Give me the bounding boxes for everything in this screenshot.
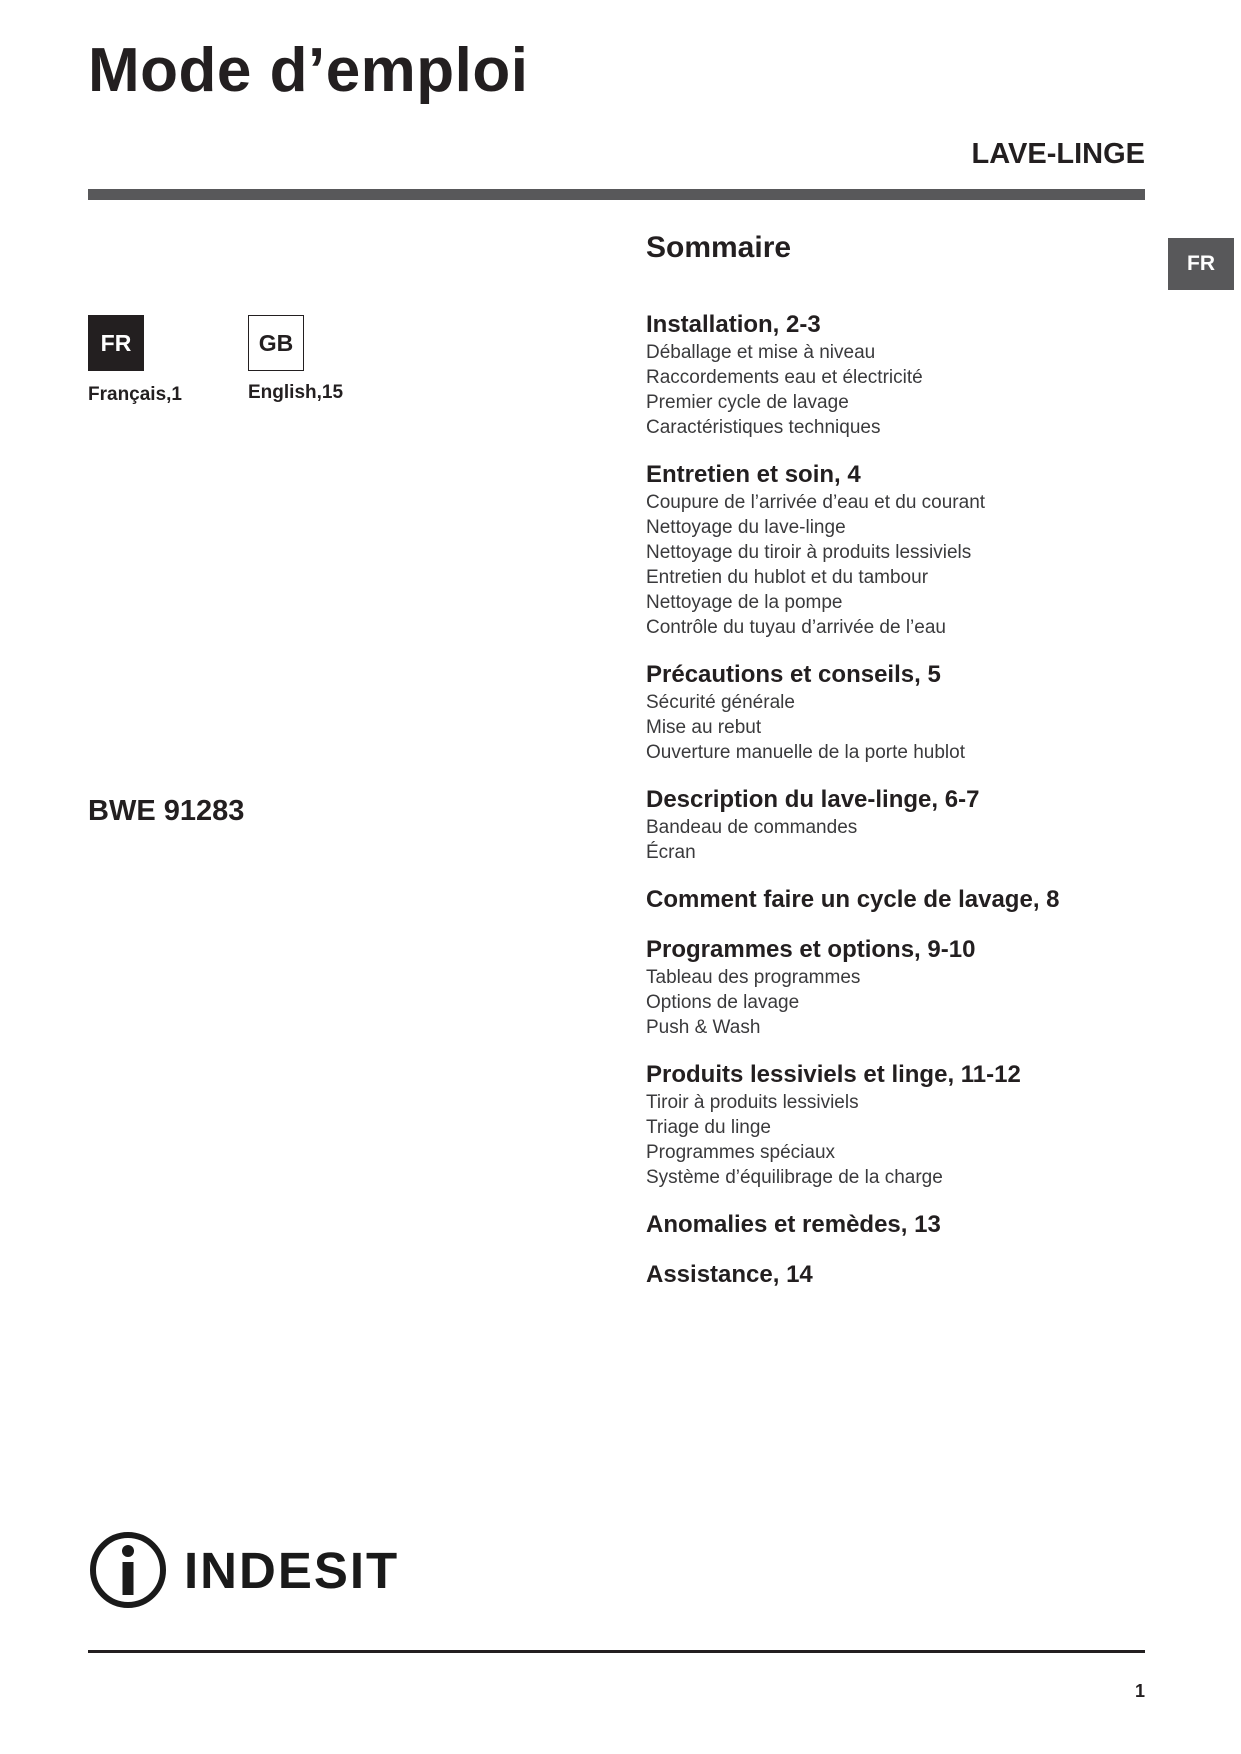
toc-item[interactable]: Ouverture manuelle de la porte hublot bbox=[646, 742, 965, 763]
language-box-gb[interactable]: GB bbox=[248, 315, 304, 371]
table-of-contents bbox=[646, 310, 1166, 1310]
toc-title: Sommaire bbox=[646, 231, 792, 264]
toc-item[interactable]: Mise au rebut bbox=[646, 717, 762, 738]
model-number: BWE 91283 bbox=[88, 795, 245, 827]
toc-item[interactable]: Déballage et mise à niveau bbox=[646, 342, 876, 363]
toc-section-heading[interactable]: Anomalies et remèdes, 13 bbox=[646, 1211, 941, 1238]
header-divider-bar bbox=[88, 189, 1145, 200]
page-number: 1 bbox=[1134, 1681, 1145, 1701]
toc-item[interactable]: Push & Wash bbox=[646, 1017, 761, 1038]
toc-section bbox=[646, 1210, 1166, 1240]
toc-section bbox=[646, 935, 1166, 1040]
toc-section-heading[interactable]: Assistance, 14 bbox=[646, 1261, 813, 1288]
toc-item[interactable]: Sécurité générale bbox=[646, 692, 795, 713]
toc-item[interactable]: Nettoyage du lave-linge bbox=[646, 517, 846, 538]
toc-section-heading[interactable]: Installation, 2-3 bbox=[646, 311, 821, 338]
toc-section bbox=[646, 460, 1166, 640]
toc-section bbox=[646, 785, 1166, 865]
toc-item[interactable]: Coupure de l’arrivée d’eau et du courant bbox=[646, 492, 986, 513]
language-caption-fr: Français,1 bbox=[88, 384, 182, 405]
toc-item[interactable]: Tiroir à produits lessiviels bbox=[646, 1092, 859, 1113]
brand-wordmark: INDESIT bbox=[184, 1542, 400, 1599]
language-box-fr[interactable]: FR bbox=[88, 315, 144, 371]
toc-item[interactable]: Raccordements eau et électricité bbox=[646, 367, 923, 388]
toc-section-heading[interactable]: Produits lessiviels et linge, 11-12 bbox=[646, 1061, 1021, 1088]
toc-section-heading[interactable]: Programmes et options, 9-10 bbox=[646, 936, 976, 963]
toc-item[interactable]: Premier cycle de lavage bbox=[646, 392, 849, 413]
toc-item[interactable]: Programmes spéciaux bbox=[646, 1142, 836, 1163]
toc-section bbox=[646, 1060, 1166, 1190]
toc-item[interactable]: Tableau des programmes bbox=[646, 967, 861, 988]
toc-item[interactable]: Bandeau de commandes bbox=[646, 817, 858, 838]
toc-section bbox=[646, 1260, 1166, 1290]
toc-item[interactable]: Écran bbox=[646, 842, 696, 863]
page-title: Mode d’emploi bbox=[88, 36, 529, 105]
language-caption-gb: English,15 bbox=[248, 382, 344, 403]
toc-section-heading[interactable]: Entretien et soin, 4 bbox=[646, 461, 861, 488]
toc-section-heading[interactable]: Précautions et conseils, 5 bbox=[646, 661, 941, 688]
side-language-tab: FR bbox=[1168, 238, 1234, 290]
toc-item[interactable]: Options de lavage bbox=[646, 992, 800, 1013]
toc-section bbox=[646, 660, 1166, 765]
toc-item[interactable]: Entretien du hublot et du tambour bbox=[646, 567, 929, 588]
toc-section-heading[interactable]: Description du lave-linge, 6-7 bbox=[646, 786, 980, 813]
toc-section-heading[interactable]: Comment faire un cycle de lavage, 8 bbox=[646, 886, 1060, 913]
toc-section bbox=[646, 885, 1166, 915]
toc-item[interactable]: Triage du linge bbox=[646, 1117, 771, 1138]
toc-section bbox=[646, 310, 1166, 440]
toc-item[interactable]: Contrôle du tuyau d’arrivée de l’eau bbox=[646, 617, 946, 638]
toc-item[interactable]: Système d’équilibrage de la charge bbox=[646, 1167, 943, 1188]
footer-divider-line bbox=[88, 1650, 1145, 1653]
toc-item[interactable]: Caractéristiques techniques bbox=[646, 417, 881, 438]
toc-item[interactable]: Nettoyage de la pompe bbox=[646, 592, 843, 613]
toc-item[interactable]: Nettoyage du tiroir à produits lessiviels bbox=[646, 542, 972, 563]
indesit-logo-icon bbox=[86, 1528, 170, 1612]
product-type-label: LAVE-LINGE bbox=[971, 138, 1145, 170]
